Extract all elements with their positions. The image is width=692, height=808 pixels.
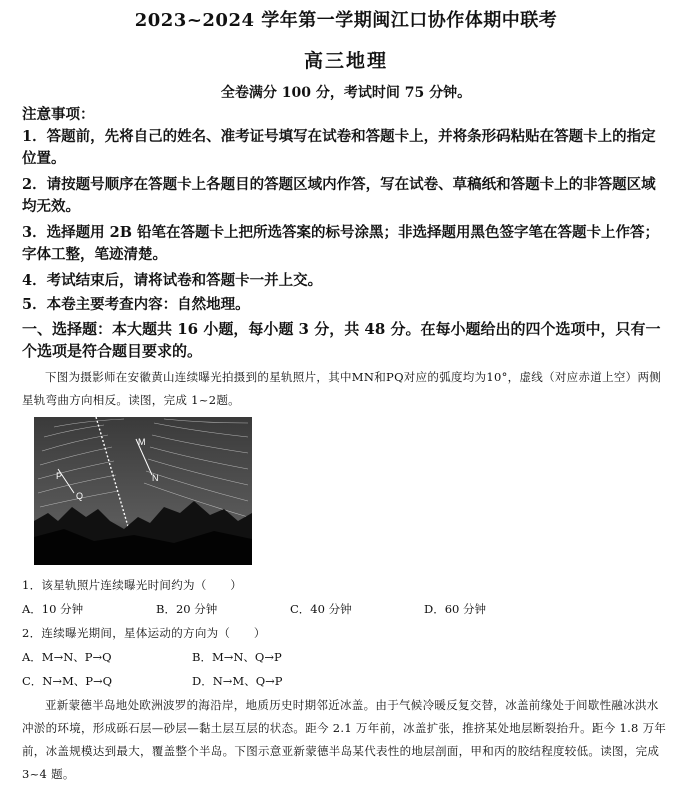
- label-p: P: [56, 471, 63, 481]
- group1-intro: 下图为摄影师在安徽黄山连续曝光拍摄到的星轨照片，其中MN和PQ对应的弧度均为10°，虚线（对应赤道上空）两侧星轨弯曲方向相反。读图，完成 1~2题。: [22, 370, 662, 407]
- q1-option-c: C．40 分钟: [290, 602, 352, 616]
- q1-option-d: D．60 分钟: [424, 602, 487, 616]
- subject-title: 高三地理: [303, 50, 388, 72]
- note-item-1: 1．答题前，先将自己的姓名、准考证号填写在试卷和答题卡上，并将条形码粘贴在答题卡上的指定位置。: [22, 128, 656, 167]
- question-2-stem: 2．连续曝光期间，星体运动的方向为（ ）: [22, 626, 266, 640]
- star-trail-graphic: [34, 417, 252, 565]
- notes-heading: 注意事项：: [22, 106, 95, 123]
- question-2-options-row-1: [22, 646, 362, 668]
- question-2-options-row-2: [22, 670, 362, 692]
- label-n: N: [152, 473, 159, 483]
- label-q: Q: [76, 491, 84, 501]
- note-item-5: 5．本卷主要考查内容：自然地理。: [22, 296, 250, 313]
- group2-intro: 亚新蒙德半岛地处欧洲波罗的海沿岸，地质历史时期邻近冰盖。由于气候冷暖反复交替，冰盖前缘处于间歇性融冰洪水冲淤的环境，形成砾石层—砂层—黏土层互层的状态。距今 2.1 万年前，冰盖扩张，推挤某处地层断裂抬升。距今 1.8 万年前，冰盖规模达到最大，覆盖整个半岛。下图示意亚新蒙德半岛某代表性的地层剖面，甲和丙的胶结程度较低。读图，完成 3~4 题。: [22, 698, 667, 781]
- score-time-line: 全卷满分 100 分，考试时间 75 分钟。: [220, 85, 472, 101]
- question-1-options: [22, 598, 558, 620]
- exam-title: 2023~2024 学年第一学期闽江口协作体期中联考: [134, 10, 558, 31]
- q1-option-b: B．20 分钟: [156, 602, 218, 616]
- question-1-stem: 1．该星轨照片连续曝光时间约为（ ）: [22, 578, 243, 592]
- q2-option-a: A．M→N、P→Q: [22, 650, 112, 664]
- star-trail-photo: [34, 417, 252, 565]
- note-item-3: 3．选择题用 2B 铅笔在答题卡上把所选答案的标号涂黑；非选择题用黑色签字笔在答题卡上作答；字体工整，笔迹清楚。: [22, 224, 660, 263]
- section-heading: 一、选择题：本大题共 16 小题，每小题 3 分，共 48 分。在每小题给出的四个选项中，只有一个选项是符合题目要求的。: [22, 320, 661, 360]
- note-item-2: 2．请按题号顺序在答题卡上各题目的答题区域内作答，写在试卷、草稿纸和答题卡上的非答题区域均无效。: [22, 176, 656, 215]
- label-m: M: [138, 437, 146, 447]
- q2-option-c: C．N→M、P→Q: [22, 674, 113, 688]
- note-item-4: 4．考试结束后，请将试卷和答题卡一并上交。: [22, 272, 323, 289]
- q1-option-a: A．10 分钟: [22, 602, 84, 616]
- q2-option-d: D．N→M、Q→P: [192, 674, 283, 688]
- q2-option-b: B．M→N、Q→P: [192, 650, 282, 664]
